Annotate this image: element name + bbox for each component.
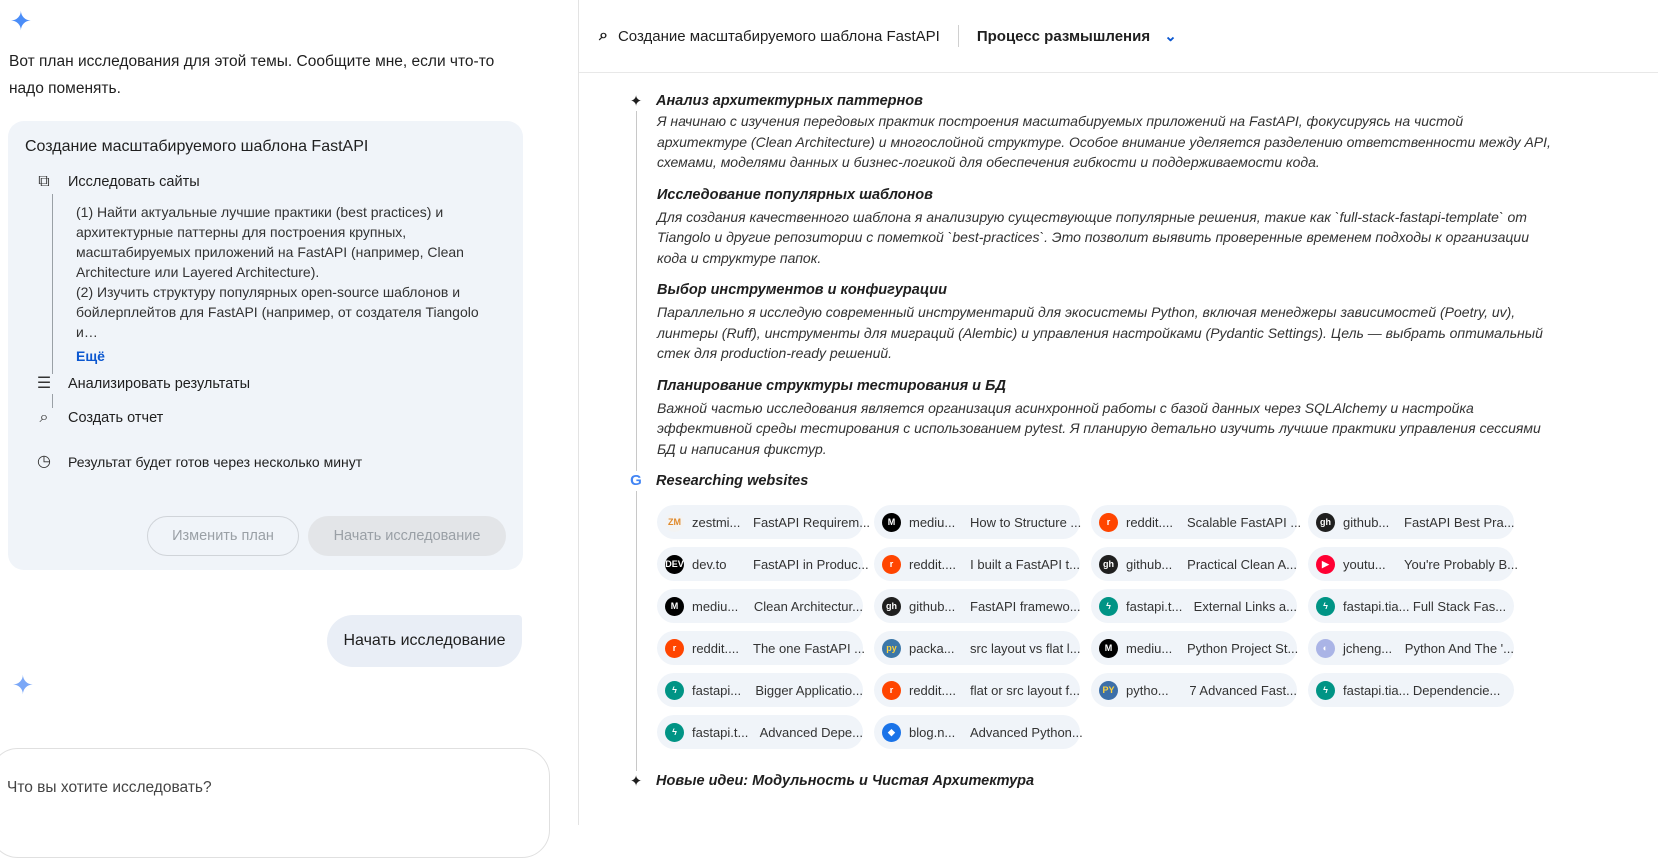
step-description: (1) Найти актуальные лучшие практики (best practices) и архитектурные паттерны для построения крупных, масштабируемых приложений на FastAPI (например, Clean Architecture или Layered Architecture). (2) Изучить структуру популярных open-source шаблонов и бойлерплейтов для FastAPI (например, от создателя Tiangolo и… xyxy=(76,204,479,340)
panel-title: Создание масштабируемого шаблона FastAPI xyxy=(617,27,940,45)
source-chip[interactable] xyxy=(657,715,863,749)
chip-title: flat or src layout f... xyxy=(970,682,1080,698)
deep-research-icon: ⌕ xyxy=(599,27,608,44)
source-chip[interactable] xyxy=(874,505,1080,539)
chip-title: Scalable FastAPI ... xyxy=(1187,514,1302,530)
chip-site: packa... xyxy=(909,640,955,656)
source-chip[interactable] xyxy=(874,631,1080,665)
source-chip[interactable] xyxy=(1308,631,1514,665)
source-chip[interactable] xyxy=(1091,673,1297,707)
chip-title: Bigger Applicatio... xyxy=(755,682,863,698)
site-favicon-icon: py xyxy=(882,639,901,658)
chat-panel xyxy=(0,0,530,825)
chip-title: Advanced Depe... xyxy=(759,724,863,740)
chip-site: fastapi.tia... xyxy=(1343,682,1410,698)
source-chip[interactable] xyxy=(657,547,869,581)
timeline-line xyxy=(52,394,506,408)
eta: ◷ Результат будет готов через несколько минут xyxy=(25,452,506,472)
chip-title: Dependencie... xyxy=(1412,682,1501,698)
timeline-line xyxy=(636,111,1627,471)
thought-section: Планирование структуры тестирования и БД Важной частью исследования является организация асинхронной работы с базой данных через SQLAlchemy и настройка эффективной среды тестирования с использованием pytest. Я планирую детально изучить лучшие практики управления сессиями БД и написания фикстур. xyxy=(657,377,1541,457)
chip-site: github... xyxy=(909,598,956,614)
researching-section: G Researching websites xyxy=(627,471,1627,491)
chip-site: reddit.... xyxy=(1126,514,1173,530)
chip-site: mediu... xyxy=(909,514,956,530)
chip-site: mediu... xyxy=(1126,640,1173,656)
source-chip[interactable] xyxy=(1091,547,1297,581)
spark-icon: ✦ xyxy=(629,773,643,790)
source-chip[interactable] xyxy=(657,673,863,707)
google-icon: G xyxy=(630,472,642,489)
site-favicon-icon: gh xyxy=(1099,555,1118,574)
gemini-spark-icon: ✦ xyxy=(12,670,34,700)
site-favicon-icon: ϟ xyxy=(665,681,684,700)
clock-icon: ◷ xyxy=(37,453,51,470)
user-message: Начать исследование xyxy=(327,615,522,667)
thinking-dropdown[interactable]: Процесс размышления ⌄ xyxy=(976,28,1177,45)
chip-site: github... xyxy=(1343,514,1390,530)
spark-icon: ✦ xyxy=(629,93,643,110)
chip-title: FastAPI framewo... xyxy=(970,598,1081,614)
site-favicon-icon: r xyxy=(665,639,684,658)
site-favicon-icon: M xyxy=(882,513,901,532)
chip-title: src layout vs flat l... xyxy=(970,640,1081,656)
source-chip[interactable] xyxy=(1308,547,1519,581)
more-link[interactable]: Ещё xyxy=(76,348,105,364)
plan-title: Создание масштабируемого шаблона FastAPI xyxy=(25,138,369,155)
plan-actions xyxy=(25,496,506,556)
browse-icon: ⧉ xyxy=(38,173,50,190)
chip-title: Clean Architectur... xyxy=(753,598,863,614)
timeline-line xyxy=(636,491,1627,771)
source-chip[interactable] xyxy=(1308,505,1514,539)
divider xyxy=(958,25,959,47)
chip-site: jcheng... xyxy=(1343,640,1393,656)
site-favicon-icon: ϟ xyxy=(1099,597,1118,616)
chip-site: pytho... xyxy=(1126,682,1169,698)
research-plan-card xyxy=(8,121,523,570)
list-icon: ☰ xyxy=(36,375,52,392)
chip-site: fastapi.tia... xyxy=(1343,598,1410,614)
chip-title: You're Probably B... xyxy=(1404,556,1519,572)
research-panel xyxy=(578,0,1658,825)
step-details xyxy=(52,194,506,374)
site-favicon-icon: r xyxy=(882,681,901,700)
site-favicon-icon: DEV xyxy=(665,555,684,574)
chip-site: youtu... xyxy=(1343,556,1386,572)
chip-site: mediu... xyxy=(692,598,739,614)
source-chip[interactable] xyxy=(657,505,871,539)
source-chip[interactable] xyxy=(874,547,1080,581)
chip-title: Python Project St... xyxy=(1187,640,1299,656)
thought-section: ✦ Анализ архитектурных паттернов xyxy=(627,91,1627,111)
site-favicon-icon: M xyxy=(665,597,684,616)
chip-title: External Links a... xyxy=(1193,598,1297,614)
source-chip[interactable] xyxy=(1091,631,1297,665)
step-analyze: ☰ Анализировать результаты xyxy=(36,375,251,392)
panel-header xyxy=(579,0,1658,73)
source-chip[interactable] xyxy=(874,715,1083,749)
thinking-timeline xyxy=(627,91,1627,791)
chip-site: blog.n... xyxy=(909,724,956,740)
source-chip[interactable] xyxy=(874,673,1080,707)
chip-title: FastAPI Requirem... xyxy=(753,514,871,530)
site-favicon-icon: ϟ xyxy=(665,723,684,742)
chip-title: I built a FastAPI t... xyxy=(970,556,1080,572)
step-report: ⌕ Создать отчет xyxy=(25,408,506,428)
chip-title: The one FastAPI ... xyxy=(753,640,865,656)
chip-title: How to Structure ... xyxy=(970,514,1082,530)
source-chip[interactable] xyxy=(1308,589,1514,623)
source-chip[interactable] xyxy=(1091,505,1302,539)
site-favicon-icon: gh xyxy=(1316,513,1335,532)
gemini-spark-icon: ✦ xyxy=(10,6,32,36)
source-chip[interactable] xyxy=(657,631,863,665)
chip-title: 7 Advanced Fast... xyxy=(1189,682,1297,698)
section-text: Я начинаю с изучения передовых практик построения масштабируемых приложений на FastAPI, фокусируясь на чистой архитектуре (Clean Architecture) и многослойной структуре. Особое внимание уделяется разделению ответственности между API, схемами, моделями данных и бизнес-логикой для обеспечения гибкости и поддерживаемости кода. xyxy=(657,113,1551,170)
site-favicon-icon: ◆ xyxy=(882,723,901,742)
site-favicon-icon: gh xyxy=(882,597,901,616)
site-favicon-icon: r xyxy=(882,555,901,574)
site-favicon-icon: ▶ xyxy=(1316,555,1335,574)
chip-title: Advanced Python... xyxy=(970,724,1083,740)
chip-site: reddit.... xyxy=(909,682,956,698)
chip-site: dev.to xyxy=(692,556,727,572)
step-research-sites: ⧉ Исследовать сайты xyxy=(25,172,506,192)
chevron-down-icon: ⌄ xyxy=(1164,28,1177,45)
chip-site: reddit.... xyxy=(909,556,956,572)
chip-site: zestmi... xyxy=(692,514,741,530)
chip-title: FastAPI Best Pra... xyxy=(1404,514,1515,530)
prompt-input[interactable]: Что вы хотите исследовать? xyxy=(0,748,550,858)
chip-title: Practical Clean A... xyxy=(1187,556,1297,572)
source-chips xyxy=(657,491,1627,759)
chip-site: fastapi... xyxy=(692,682,742,698)
source-chip[interactable] xyxy=(657,589,863,623)
thought-section: ✦ Новые идеи: Модульность и Чистая Архитектура xyxy=(627,771,1627,791)
site-favicon-icon: ϟ xyxy=(1316,597,1335,616)
site-favicon-icon: M xyxy=(1099,639,1118,658)
chip-site: reddit.... xyxy=(692,640,739,656)
source-chip[interactable] xyxy=(874,589,1080,623)
site-favicon-icon: PY xyxy=(1099,681,1118,700)
chip-title: Python And The '... xyxy=(1404,640,1514,656)
start-research-button[interactable]: Начать исследование xyxy=(308,516,506,556)
chip-site: fastapi.t... xyxy=(692,724,749,740)
site-favicon-icon: r xyxy=(1099,513,1118,532)
source-chip[interactable] xyxy=(1091,589,1297,623)
intro-text: Вот план исследования для этой темы. Сообщите мне, если что-то надо поменять. xyxy=(9,53,495,97)
thought-section: Исследование популярных шаблонов Для создания качественного шаблона я анализирую существующие популярные решения, такие как `full-stack-fastapi-template` от Tiangolo и другие репозитории с пометкой `best-practices`. Это позволит выявить проверенные временем подходы к организации кода и структуре папок. xyxy=(657,186,1529,266)
site-favicon-icon: ◐ xyxy=(1316,639,1335,658)
chip-site: fastapi.t... xyxy=(1126,598,1183,614)
thought-section: Выбор инструментов и конфигурации Параллельно я исследую современный инструментарий для экосистемы Python, включая менеджеры зависимостей (Poetry, uv), линтеры (Ruff), инструменты для миграций (Alembic) и управления настройками (Pydantic Settings). Цель — выбрать оптимальный стек для production-ready решений. xyxy=(657,282,1543,361)
search-spark-icon: ⌕ xyxy=(39,409,49,426)
chip-title: FastAPI in Produc... xyxy=(753,556,869,572)
site-favicon-icon: ZM xyxy=(665,513,684,532)
edit-plan-button[interactable]: Изменить план xyxy=(147,516,299,556)
chip-site: github... xyxy=(1126,556,1173,572)
site-favicon-icon: ϟ xyxy=(1316,681,1335,700)
source-chip[interactable] xyxy=(1308,673,1514,707)
chip-title: Full Stack Fas... xyxy=(1412,598,1507,614)
